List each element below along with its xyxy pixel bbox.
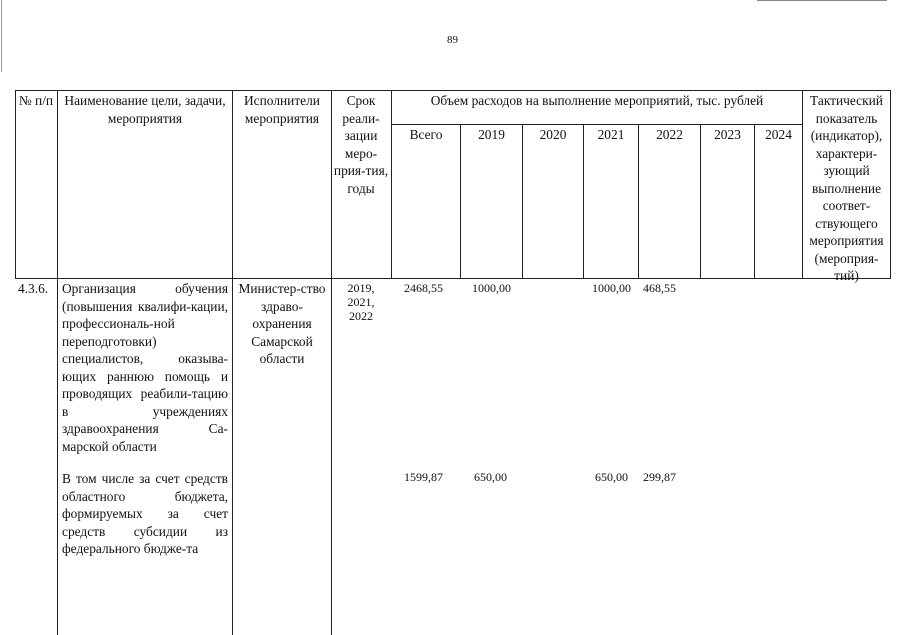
col-border bbox=[522, 124, 523, 279]
header-indicator: Тактический показатель (индикатор), характери-зующий выполнение соответ-ствующего мероприятия (мероприя-тий) bbox=[809, 93, 884, 283]
header-year-2022: 2022 bbox=[656, 127, 683, 142]
header-volume: Объем расходов на выполнение мероприятий, тыс. рублей bbox=[430, 93, 764, 108]
row-subtotal-2022: 299,87 bbox=[643, 470, 676, 484]
row-subtotal-2021: 650,00 bbox=[595, 470, 628, 484]
table-top-border bbox=[15, 90, 891, 91]
header-bottom-border bbox=[15, 278, 891, 279]
row-name: Организация обучения (повышения квалифи-кации, профессиональ-ной переподготовки) специалистов, оказыва-ющих раннюю помощь и проводящих реабили-тацию в учреждениях здравоохранения Са-марской области bbox=[62, 281, 228, 454]
col-border bbox=[391, 90, 392, 279]
col-border bbox=[232, 90, 233, 635]
row-2021: 1000,00 bbox=[592, 281, 631, 295]
row-number: 4.3.6. bbox=[18, 281, 49, 296]
col-border bbox=[638, 124, 639, 279]
header-name: Наименование цели, задачи, мероприятия bbox=[64, 93, 226, 126]
volume-subheader-border bbox=[391, 124, 802, 125]
col-border bbox=[15, 90, 16, 279]
col-border bbox=[890, 90, 891, 279]
col-border bbox=[57, 90, 58, 635]
header-total: Всего bbox=[409, 127, 443, 142]
page-number: 89 bbox=[447, 34, 458, 46]
header-year-2021: 2021 bbox=[597, 127, 625, 142]
row-2019: 1000,00 bbox=[472, 281, 511, 295]
col-border bbox=[583, 124, 584, 279]
row-executors: Министер-ство здраво-охранения Самарской области bbox=[238, 281, 326, 366]
header-year-2024: 2024 bbox=[765, 127, 792, 142]
col-border bbox=[460, 124, 461, 279]
header-year-2019: 2019 bbox=[478, 127, 505, 142]
row-name-subtotal: В том числе за счет средств областного бюджета, формируемых за счет средств субсидии из федерального бюдже-та bbox=[62, 471, 228, 556]
header-executors: Исполнители мероприятия bbox=[244, 93, 320, 126]
header-year-2023: 2023 bbox=[714, 127, 741, 142]
col-border bbox=[331, 90, 332, 635]
row-subtotal-total: 1599,87 bbox=[404, 470, 443, 484]
header-year-2020: 2020 bbox=[539, 127, 567, 142]
header-term: Срок реали-зации меро-прия-тия, годы bbox=[333, 93, 389, 196]
row-subtotal-2019: 650,00 bbox=[474, 470, 507, 484]
scan-edge-line bbox=[757, 0, 887, 1]
col-border bbox=[700, 124, 701, 279]
row-total: 2468,55 bbox=[404, 281, 443, 295]
header-num: № п/п bbox=[18, 93, 54, 108]
row-2022: 468,55 bbox=[643, 281, 676, 295]
row-term: 2019, 2021, 2022 bbox=[347, 281, 375, 323]
col-border bbox=[754, 124, 755, 279]
